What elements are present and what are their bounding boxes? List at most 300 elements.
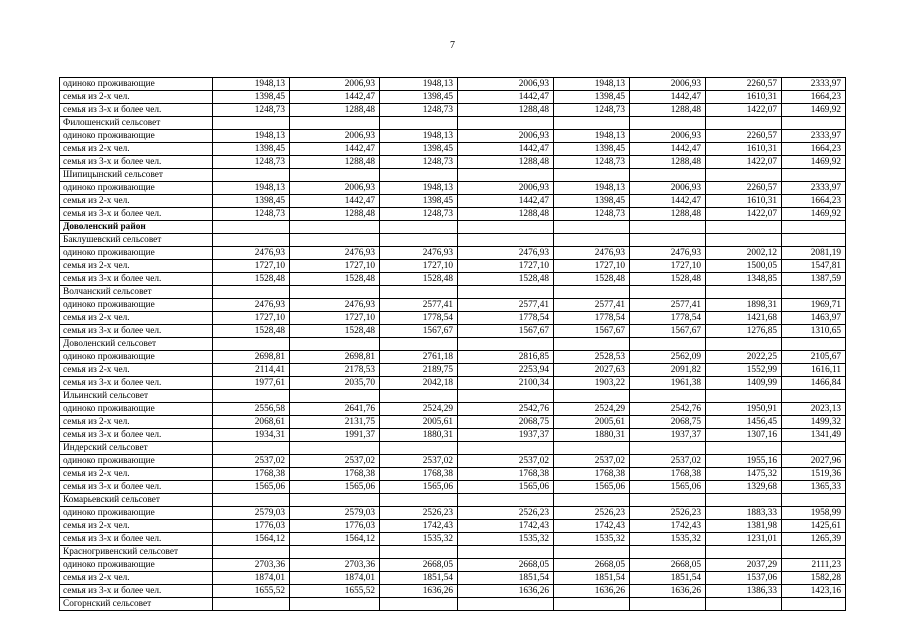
value-cell: 1655,52: [290, 585, 380, 598]
empty-cell: [458, 169, 554, 182]
section-heading: Шипицынский сельсовет: [60, 169, 213, 182]
value-cell: 2105,67: [782, 351, 846, 364]
empty-cell: [458, 442, 554, 455]
value-cell: 1874,01: [213, 572, 290, 585]
section-heading-row: [60, 234, 846, 247]
table-row: [60, 143, 846, 156]
value-cell: 1288,48: [630, 156, 706, 169]
row-label: семья из 3-х и более чел.: [60, 377, 213, 390]
value-cell: 1851,54: [380, 572, 458, 585]
empty-cell: [458, 221, 554, 234]
empty-cell: [554, 494, 630, 507]
value-cell: 1469,92: [782, 208, 846, 221]
value-cell: 1528,48: [458, 273, 554, 286]
empty-cell: [630, 442, 706, 455]
value-cell: 1742,43: [380, 520, 458, 533]
value-cell: 1386,33: [706, 585, 782, 598]
row-label: одиноко проживающие: [60, 299, 213, 312]
section-heading-row: [60, 442, 846, 455]
row-label: семья из 2-х чел.: [60, 195, 213, 208]
value-cell: 1398,45: [554, 195, 630, 208]
value-cell: 1231,01: [706, 533, 782, 546]
empty-cell: [706, 338, 782, 351]
value-cell: 2005,61: [554, 416, 630, 429]
value-cell: 1903,22: [554, 377, 630, 390]
value-cell: 2006,93: [630, 78, 706, 91]
value-cell: 2577,41: [630, 299, 706, 312]
value-cell: 2476,93: [554, 247, 630, 260]
table-row: [60, 195, 846, 208]
value-cell: 1851,54: [630, 572, 706, 585]
value-cell: 2035,70: [290, 377, 380, 390]
value-cell: 2476,93: [630, 247, 706, 260]
row-label: семья из 3-х и более чел.: [60, 325, 213, 338]
value-cell: 2260,57: [706, 130, 782, 143]
empty-cell: [782, 546, 846, 559]
row-label: одиноко проживающие: [60, 247, 213, 260]
empty-cell: [706, 598, 782, 611]
value-cell: 2178,53: [290, 364, 380, 377]
value-cell: 1565,06: [290, 481, 380, 494]
table-row: [60, 585, 846, 598]
empty-cell: [782, 338, 846, 351]
empty-cell: [554, 546, 630, 559]
value-cell: 1442,47: [630, 195, 706, 208]
value-cell: 2577,41: [380, 299, 458, 312]
value-cell: 1248,73: [213, 208, 290, 221]
empty-cell: [630, 494, 706, 507]
value-cell: 1955,16: [706, 455, 782, 468]
value-cell: 1727,10: [380, 260, 458, 273]
table-row: [60, 208, 846, 221]
value-cell: 1778,54: [554, 312, 630, 325]
section-heading-row: [60, 390, 846, 403]
empty-cell: [380, 598, 458, 611]
value-cell: 1961,38: [630, 377, 706, 390]
value-cell: 1874,01: [290, 572, 380, 585]
empty-cell: [213, 442, 290, 455]
value-cell: 1664,23: [782, 143, 846, 156]
value-cell: 2068,75: [458, 416, 554, 429]
value-cell: 1381,98: [706, 520, 782, 533]
empty-cell: [458, 117, 554, 130]
value-cell: 1469,92: [782, 156, 846, 169]
value-cell: 1727,10: [213, 312, 290, 325]
empty-cell: [380, 221, 458, 234]
value-cell: 1398,45: [213, 195, 290, 208]
value-cell: 2006,93: [458, 78, 554, 91]
section-heading: Баклушевский сельсовет: [60, 234, 213, 247]
value-cell: 1528,48: [290, 325, 380, 338]
value-cell: 2006,93: [290, 78, 380, 91]
value-cell: 1288,48: [630, 104, 706, 117]
empty-cell: [290, 169, 380, 182]
table-row: [60, 481, 846, 494]
value-cell: 1442,47: [290, 91, 380, 104]
row-label: семья из 3-х и более чел.: [60, 533, 213, 546]
empty-cell: [213, 338, 290, 351]
value-cell: 2579,03: [290, 507, 380, 520]
section-heading-row: [60, 546, 846, 559]
empty-cell: [706, 390, 782, 403]
value-cell: 1948,13: [213, 130, 290, 143]
table-row: [60, 325, 846, 338]
value-cell: 1475,32: [706, 468, 782, 481]
value-cell: 1398,45: [380, 195, 458, 208]
value-cell: 1565,06: [458, 481, 554, 494]
value-cell: 1851,54: [458, 572, 554, 585]
value-cell: 2081,19: [782, 247, 846, 260]
value-cell: 2333,97: [782, 182, 846, 195]
value-cell: 2524,29: [380, 403, 458, 416]
value-cell: 2006,93: [458, 130, 554, 143]
value-cell: 1442,47: [630, 91, 706, 104]
value-cell: 2537,02: [290, 455, 380, 468]
value-cell: 1535,32: [380, 533, 458, 546]
section-heading: Согорнский сельсовет: [60, 598, 213, 611]
empty-cell: [706, 117, 782, 130]
empty-cell: [380, 494, 458, 507]
value-cell: 2526,23: [380, 507, 458, 520]
value-cell: 1248,73: [380, 104, 458, 117]
value-cell: 2037,29: [706, 559, 782, 572]
row-label: семья из 3-х и более чел.: [60, 273, 213, 286]
table-row: [60, 247, 846, 260]
value-cell: 2476,93: [290, 299, 380, 312]
value-cell: 1564,12: [213, 533, 290, 546]
value-cell: 1519,36: [782, 468, 846, 481]
empty-cell: [290, 286, 380, 299]
value-cell: 1880,31: [554, 429, 630, 442]
section-heading: Комарьевский сельсовет: [60, 494, 213, 507]
value-cell: 1565,06: [554, 481, 630, 494]
value-cell: 1950,91: [706, 403, 782, 416]
value-cell: 2476,93: [380, 247, 458, 260]
value-cell: 1442,47: [458, 143, 554, 156]
row-label: семья из 2-х чел.: [60, 260, 213, 273]
value-cell: 1937,37: [458, 429, 554, 442]
value-cell: 1564,12: [290, 533, 380, 546]
value-cell: 1768,38: [554, 468, 630, 481]
value-cell: 1742,43: [630, 520, 706, 533]
empty-cell: [380, 169, 458, 182]
value-cell: 1958,99: [782, 507, 846, 520]
section-heading-row: [60, 598, 846, 611]
value-cell: 2537,02: [380, 455, 458, 468]
district-heading-row: [60, 221, 846, 234]
value-cell: 1422,07: [706, 208, 782, 221]
value-cell: 1528,48: [554, 273, 630, 286]
table-row: [60, 468, 846, 481]
value-cell: 2006,93: [458, 182, 554, 195]
value-cell: 2577,41: [554, 299, 630, 312]
value-cell: 2698,81: [290, 351, 380, 364]
value-cell: 1898,31: [706, 299, 782, 312]
value-cell: 1776,03: [213, 520, 290, 533]
value-cell: 2537,02: [458, 455, 554, 468]
value-cell: 1442,47: [290, 195, 380, 208]
value-cell: 1778,54: [630, 312, 706, 325]
value-cell: 1248,73: [213, 104, 290, 117]
empty-cell: [554, 234, 630, 247]
value-cell: 1778,54: [380, 312, 458, 325]
empty-cell: [630, 338, 706, 351]
value-cell: 1248,73: [554, 208, 630, 221]
value-cell: 1248,73: [554, 104, 630, 117]
value-cell: 2703,36: [290, 559, 380, 572]
value-cell: 1727,10: [290, 312, 380, 325]
empty-cell: [782, 286, 846, 299]
table-row: [60, 130, 846, 143]
empty-cell: [630, 286, 706, 299]
value-cell: 1456,45: [706, 416, 782, 429]
value-cell: 1248,73: [213, 156, 290, 169]
value-cell: 2668,05: [630, 559, 706, 572]
value-cell: 1248,73: [554, 156, 630, 169]
value-cell: 1948,13: [554, 182, 630, 195]
empty-cell: [630, 117, 706, 130]
table-row: [60, 533, 846, 546]
value-cell: 1883,33: [706, 507, 782, 520]
empty-cell: [380, 117, 458, 130]
value-cell: 2027,96: [782, 455, 846, 468]
value-cell: 2100,34: [458, 377, 554, 390]
value-cell: 2333,97: [782, 130, 846, 143]
row-label: семья из 2-х чел.: [60, 468, 213, 481]
value-cell: 2006,93: [630, 130, 706, 143]
value-cell: 1425,61: [782, 520, 846, 533]
empty-cell: [630, 234, 706, 247]
value-cell: 1422,07: [706, 104, 782, 117]
empty-cell: [458, 598, 554, 611]
value-cell: 2476,93: [213, 247, 290, 260]
value-cell: 1248,73: [380, 156, 458, 169]
empty-cell: [290, 546, 380, 559]
empty-cell: [630, 546, 706, 559]
value-cell: 2260,57: [706, 182, 782, 195]
empty-cell: [706, 286, 782, 299]
page-number: 7: [450, 40, 455, 51]
section-heading-row: [60, 338, 846, 351]
value-cell: 1421,68: [706, 312, 782, 325]
value-cell: 1288,48: [290, 208, 380, 221]
empty-cell: [554, 169, 630, 182]
empty-cell: [706, 546, 782, 559]
value-cell: 1636,26: [554, 585, 630, 598]
section-heading-row: [60, 494, 846, 507]
empty-cell: [458, 234, 554, 247]
value-cell: 1288,48: [458, 104, 554, 117]
empty-cell: [213, 598, 290, 611]
value-cell: 2005,61: [380, 416, 458, 429]
value-cell: 1636,26: [630, 585, 706, 598]
empty-cell: [782, 117, 846, 130]
value-cell: 1991,37: [290, 429, 380, 442]
empty-cell: [380, 390, 458, 403]
value-cell: 1880,31: [380, 429, 458, 442]
table-row: [60, 91, 846, 104]
empty-cell: [630, 221, 706, 234]
value-cell: 1552,99: [706, 364, 782, 377]
table-row: [60, 403, 846, 416]
section-heading-row: [60, 286, 846, 299]
value-cell: 1776,03: [290, 520, 380, 533]
empty-cell: [213, 221, 290, 234]
value-cell: 2668,05: [380, 559, 458, 572]
value-cell: 1409,99: [706, 377, 782, 390]
value-cell: 1348,85: [706, 273, 782, 286]
value-cell: 2476,93: [458, 247, 554, 260]
value-cell: 2703,36: [213, 559, 290, 572]
section-heading: Индерский сельсовет: [60, 442, 213, 455]
value-cell: 1948,13: [380, 78, 458, 91]
value-cell: 1528,48: [380, 273, 458, 286]
value-cell: 1768,38: [458, 468, 554, 481]
value-cell: 2189,75: [380, 364, 458, 377]
row-label: семья из 3-х и более чел.: [60, 104, 213, 117]
value-cell: 1610,31: [706, 195, 782, 208]
row-label: семья из 2-х чел.: [60, 143, 213, 156]
row-label: одиноко проживающие: [60, 559, 213, 572]
value-cell: 2668,05: [554, 559, 630, 572]
value-cell: 1948,13: [380, 130, 458, 143]
row-label: одиноко проживающие: [60, 455, 213, 468]
table-row: [60, 299, 846, 312]
value-cell: 1398,45: [380, 91, 458, 104]
empty-cell: [380, 338, 458, 351]
value-cell: 2542,76: [630, 403, 706, 416]
empty-cell: [782, 390, 846, 403]
value-cell: 1636,26: [458, 585, 554, 598]
section-heading: Филошенский сельсовет: [60, 117, 213, 130]
value-cell: 1398,45: [554, 143, 630, 156]
value-cell: 1664,23: [782, 195, 846, 208]
value-cell: 1547,81: [782, 260, 846, 273]
value-cell: 1442,47: [458, 91, 554, 104]
empty-cell: [706, 221, 782, 234]
empty-cell: [554, 598, 630, 611]
value-cell: 1567,67: [630, 325, 706, 338]
value-cell: 1398,45: [380, 143, 458, 156]
value-cell: 1307,16: [706, 429, 782, 442]
empty-cell: [554, 338, 630, 351]
value-cell: 2114,41: [213, 364, 290, 377]
value-cell: 1265,39: [782, 533, 846, 546]
empty-cell: [554, 117, 630, 130]
value-cell: 1948,13: [554, 78, 630, 91]
table-row: [60, 104, 846, 117]
empty-cell: [458, 338, 554, 351]
empty-cell: [290, 338, 380, 351]
value-cell: 1727,10: [290, 260, 380, 273]
value-cell: 1288,48: [630, 208, 706, 221]
empty-cell: [782, 221, 846, 234]
value-cell: 1567,67: [554, 325, 630, 338]
value-cell: 1288,48: [458, 156, 554, 169]
value-cell: 2111,23: [782, 559, 846, 572]
section-heading: Ильинский сельсовет: [60, 390, 213, 403]
value-cell: 1288,48: [458, 208, 554, 221]
empty-cell: [782, 598, 846, 611]
value-cell: 1535,32: [554, 533, 630, 546]
value-cell: 1727,10: [458, 260, 554, 273]
value-cell: 1610,31: [706, 91, 782, 104]
value-cell: 1948,13: [554, 130, 630, 143]
table-row: [60, 520, 846, 533]
empty-cell: [213, 494, 290, 507]
value-cell: 1636,26: [380, 585, 458, 598]
value-cell: 1937,37: [630, 429, 706, 442]
empty-cell: [706, 234, 782, 247]
value-cell: 2002,12: [706, 247, 782, 260]
value-cell: 1310,65: [782, 325, 846, 338]
value-cell: 1528,48: [290, 273, 380, 286]
value-cell: 1466,84: [782, 377, 846, 390]
value-cell: 1948,13: [380, 182, 458, 195]
value-cell: 1742,43: [458, 520, 554, 533]
value-cell: 2668,05: [458, 559, 554, 572]
empty-cell: [630, 390, 706, 403]
row-label: семья из 3-х и более чел.: [60, 429, 213, 442]
value-cell: 1934,31: [213, 429, 290, 442]
table-row: [60, 416, 846, 429]
value-cell: 1288,48: [290, 156, 380, 169]
table-row: [60, 351, 846, 364]
table-row: [60, 572, 846, 585]
value-cell: 1948,13: [213, 78, 290, 91]
value-cell: 2542,76: [458, 403, 554, 416]
empty-cell: [213, 234, 290, 247]
value-cell: 1469,92: [782, 104, 846, 117]
value-cell: 2006,93: [630, 182, 706, 195]
value-cell: 1727,10: [630, 260, 706, 273]
value-cell: 2022,25: [706, 351, 782, 364]
value-cell: 1977,61: [213, 377, 290, 390]
value-cell: 1528,48: [630, 273, 706, 286]
value-cell: 1727,10: [554, 260, 630, 273]
table-row: [60, 559, 846, 572]
empty-cell: [782, 494, 846, 507]
row-label: семья из 2-х чел.: [60, 91, 213, 104]
value-cell: 1742,43: [554, 520, 630, 533]
value-cell: 2068,75: [630, 416, 706, 429]
value-cell: 2524,29: [554, 403, 630, 416]
empty-cell: [290, 598, 380, 611]
table-row: [60, 78, 846, 91]
value-cell: 1499,32: [782, 416, 846, 429]
row-label: одиноко проживающие: [60, 403, 213, 416]
empty-cell: [380, 286, 458, 299]
value-cell: 1565,06: [380, 481, 458, 494]
row-label: семья из 2-х чел.: [60, 416, 213, 429]
empty-cell: [630, 169, 706, 182]
value-cell: 1398,45: [213, 143, 290, 156]
value-cell: 1582,28: [782, 572, 846, 585]
empty-cell: [782, 169, 846, 182]
value-cell: 2562,09: [630, 351, 706, 364]
empty-cell: [380, 442, 458, 455]
row-label: семья из 3-х и более чел.: [60, 585, 213, 598]
empty-cell: [213, 169, 290, 182]
empty-cell: [630, 598, 706, 611]
value-cell: 1768,38: [630, 468, 706, 481]
value-cell: 1528,48: [213, 273, 290, 286]
empty-cell: [290, 221, 380, 234]
empty-cell: [706, 169, 782, 182]
value-cell: 1655,52: [213, 585, 290, 598]
value-cell: 1727,10: [213, 260, 290, 273]
value-cell: 1442,47: [458, 195, 554, 208]
